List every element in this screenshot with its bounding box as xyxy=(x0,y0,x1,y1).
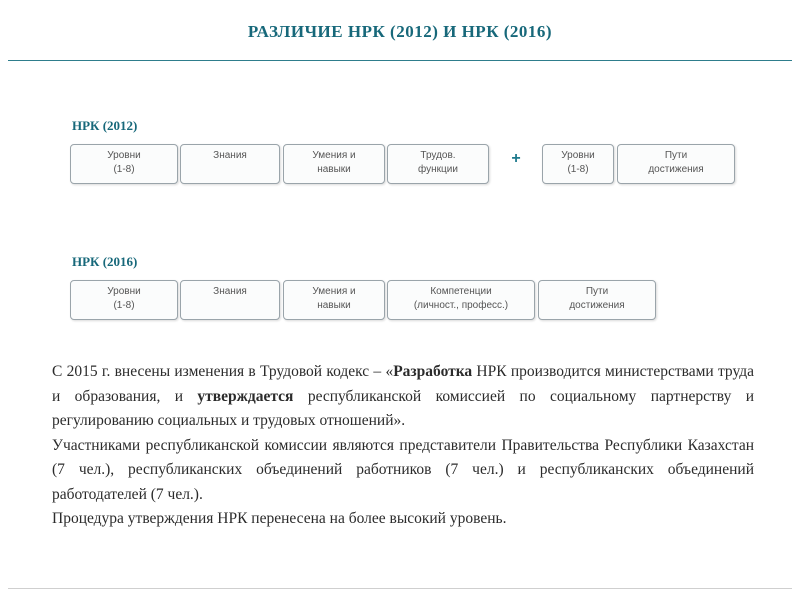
bottom-divider xyxy=(8,588,792,589)
paragraph-1-intro: С 2015 г. внесены изменения в Трудовой кодекс – « xyxy=(52,363,394,380)
nrk-2016-box-paths[interactable]: Пути достижения xyxy=(538,280,656,320)
nrk-2016-box-skills[interactable]: Умения и навыки xyxy=(283,280,385,320)
slide-title: РАЗЛИЧИЕ НРК (2012) И НРК (2016) xyxy=(247,22,553,41)
nrk-2012-box-knowledge[interactable]: Знания xyxy=(180,144,280,184)
paragraph-commission-members: Участниками республиканской комиссии являются представители Правительства Республики Казахстан (7 чел.), республиканских объединений работников (7 чел.) и республиканских объединений работодателей (7 чел.). xyxy=(52,436,754,503)
paragraph-procedure: Процедура утверждения НРК перенесена на более высокий уровень. xyxy=(52,510,507,527)
nrk-2012-box-levels[interactable]: Уровни (1-8) xyxy=(70,144,178,184)
nrk-2012-extra-box-paths[interactable]: Пути достижения xyxy=(617,144,735,184)
paragraph-1-end: республиканской комиссией по социальному партнерству и регулированию социальных и трудовых отношений». xyxy=(52,387,754,429)
nrk-2012-extra-box-levels[interactable]: Уровни (1-8) xyxy=(542,144,614,184)
nrk-2016-box-levels[interactable]: Уровни (1-8) xyxy=(70,280,178,320)
plus-sign: + xyxy=(511,150,521,167)
paragraph-1-bold-development: Разработка xyxy=(393,363,473,380)
nrk-2016-box-knowledge[interactable]: Знания xyxy=(180,280,280,320)
paragraph-1-middle: НРК производится министерствами труда и образования, и xyxy=(52,363,755,405)
nrk-2016-label: НРК (2016) xyxy=(72,254,138,269)
nrk-2016-box-competencies[interactable]: Компетенции (личност., професс.) xyxy=(387,280,535,320)
nrk-2012-label: НРК (2012) xyxy=(72,118,138,133)
paragraph-labor-code xyxy=(52,360,754,434)
title-divider xyxy=(8,60,792,61)
nrk-2012-box-labor-functions[interactable]: Трудов. функции xyxy=(387,144,489,184)
body-text xyxy=(52,360,754,532)
nrk-2012-box-skills[interactable]: Умения и навыки xyxy=(283,144,385,184)
paragraph-1-bold-approved: утверждается xyxy=(197,387,294,405)
